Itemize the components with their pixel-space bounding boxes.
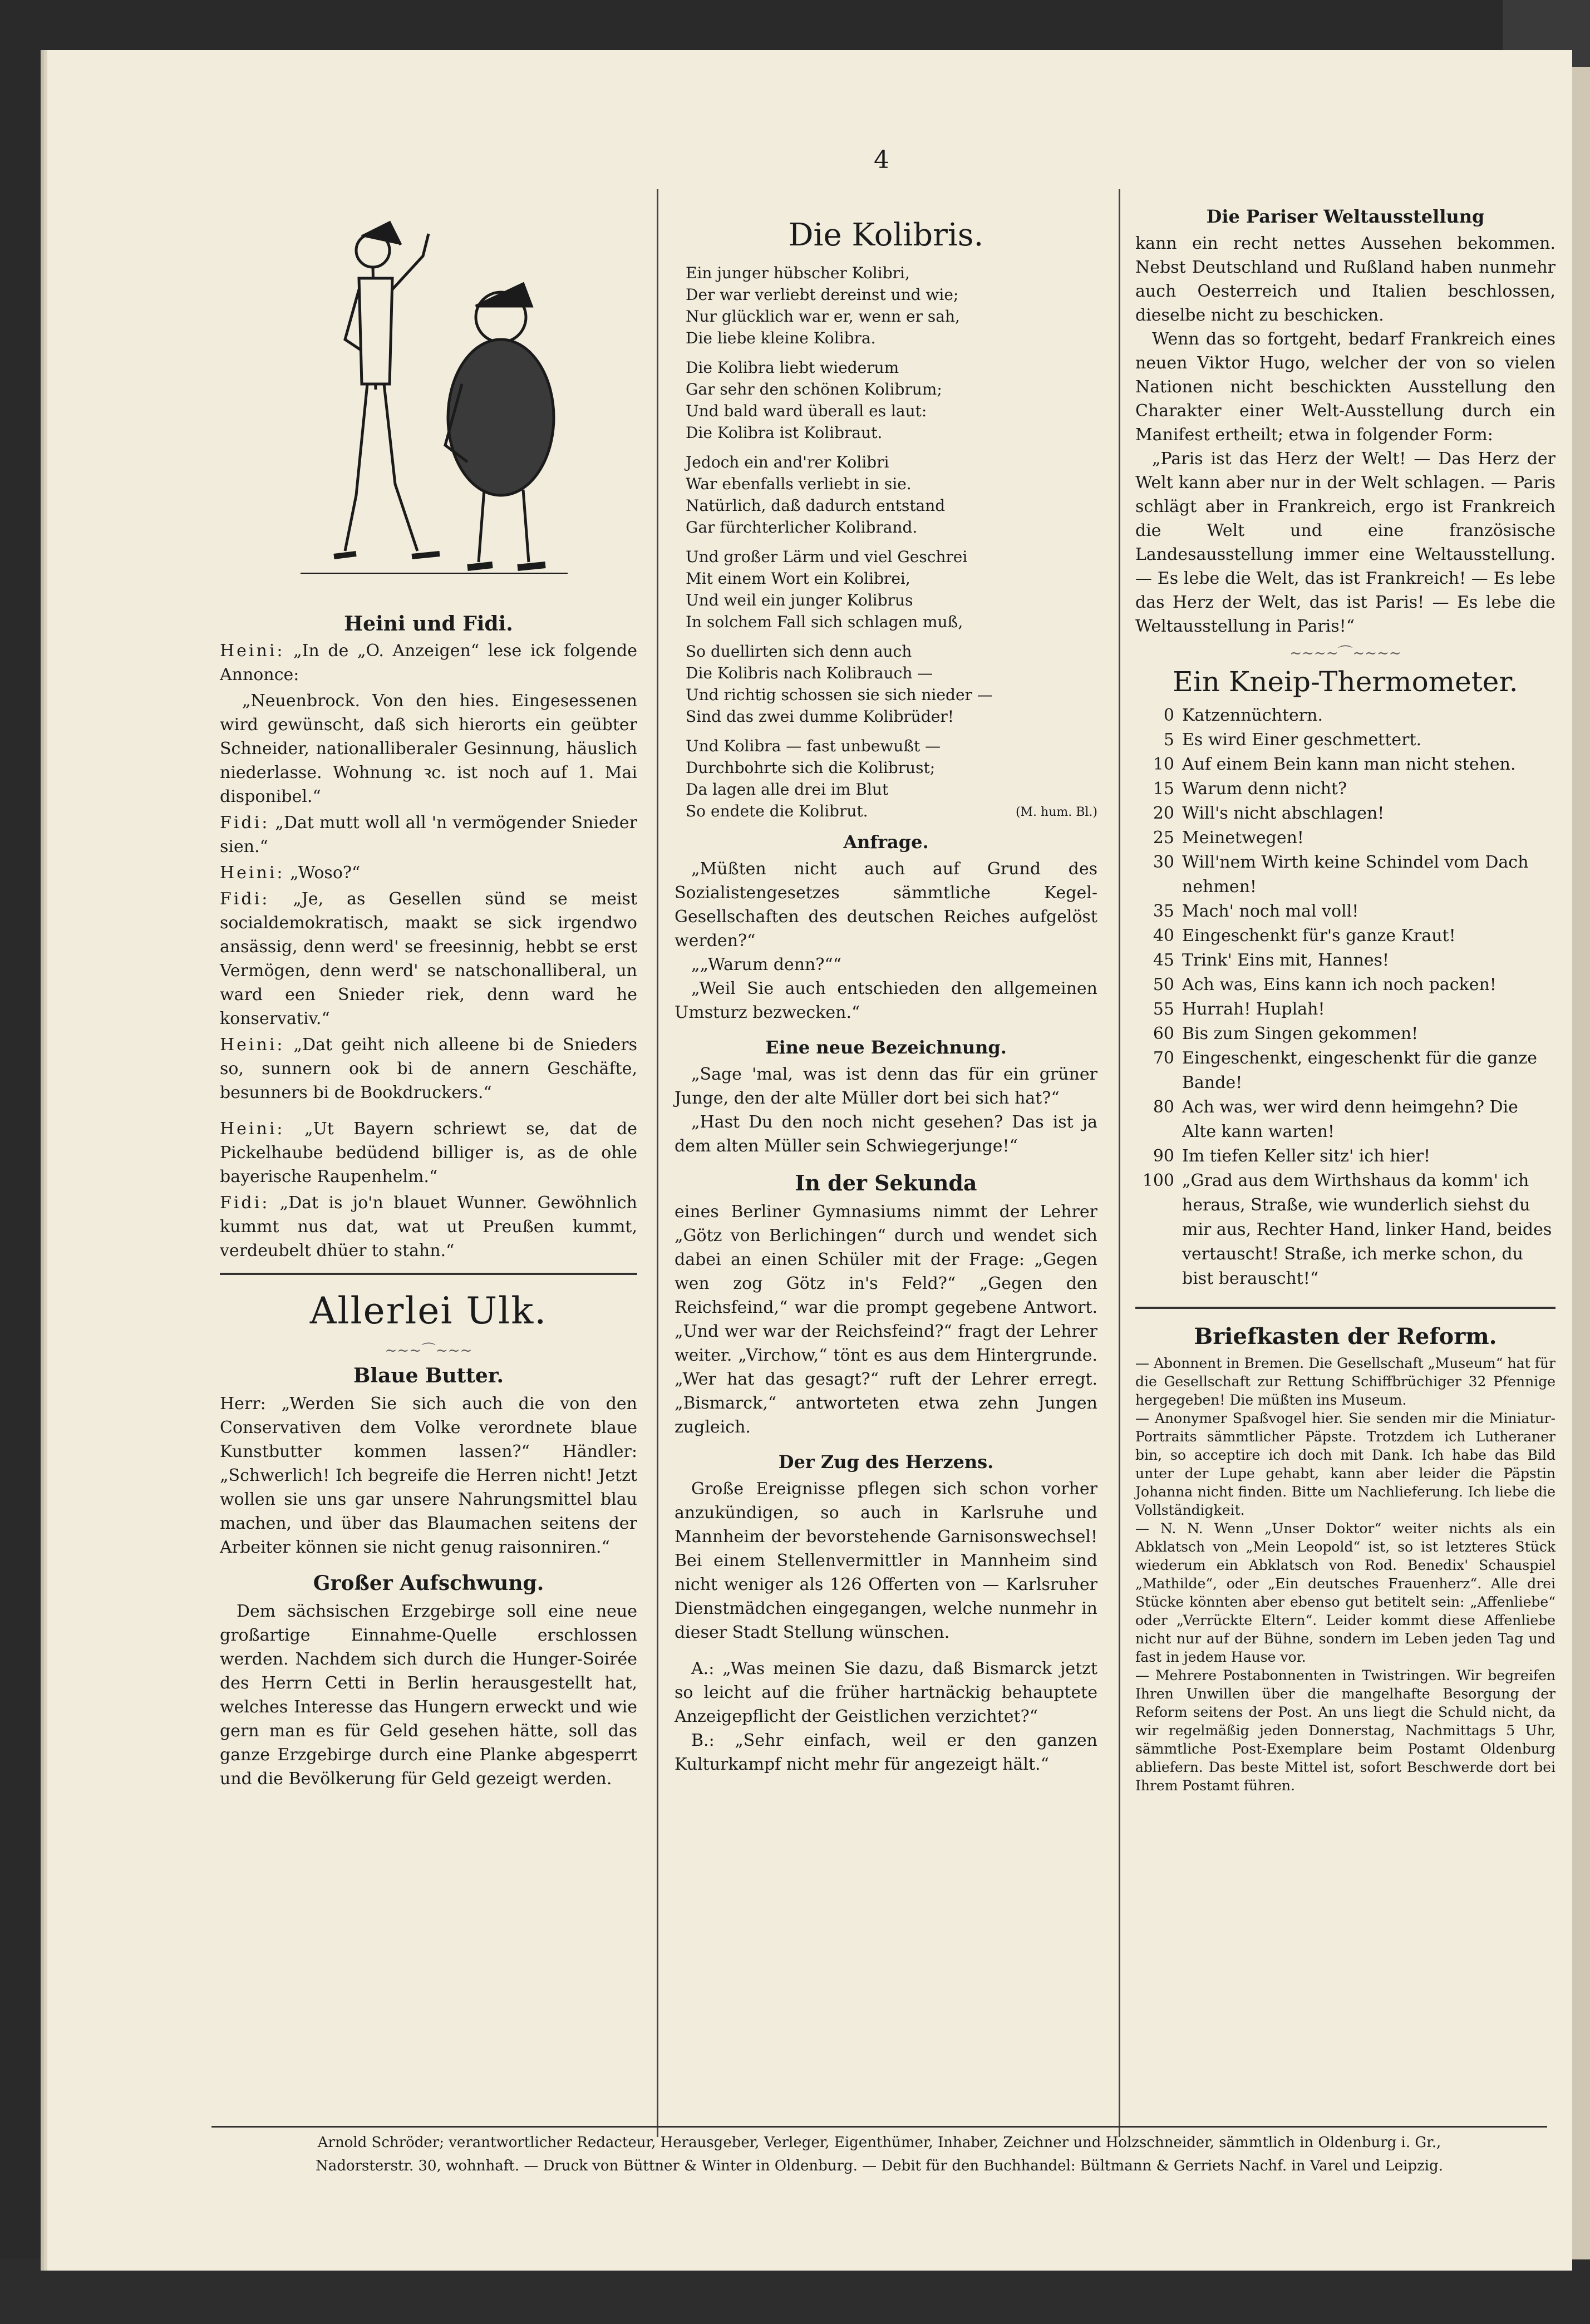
section-divider	[220, 1273, 637, 1275]
thermometer-degree: 15	[1153, 779, 1174, 799]
herzens-dialog-b: B.: „Sehr einfach, weil er den ganzen Kulturkampf nicht mehr für angezeigt hält.“	[675, 1731, 1097, 1774]
weltausstellung-text: Wenn das so fortgeht, bedarf Frankreich eines neuen Viktor Hugo, welcher der von so vielen Nationen nicht beschickten Ausstellung den Charakter einer Welt-Ausstellung durch ein Manifest ertheilt; etwa in folgender Form:	[1135, 329, 1555, 445]
speaker: Heini:	[220, 1119, 285, 1139]
poem-line: Und Kolibra — fast unbewußt —	[686, 737, 941, 755]
sekunda-title: In der Sekunda	[795, 1170, 977, 1195]
herzens-dialog-a: A.: „Was meinen Sie dazu, daß Bismarck jetzt so leicht auf die früher hartnäckig behauptete Anzeigepflicht der Geistlichen verzichtet?“	[675, 1659, 1097, 1726]
poem-line: Jedoch ein and'rer Kolibri	[686, 453, 889, 471]
heini-fidi-illustration	[278, 206, 579, 607]
dialog-line	[220, 639, 637, 687]
poem-line: Da lagen alle drei im Blut	[686, 780, 889, 799]
poem-line: Natürlich, daß dadurch entstand	[686, 496, 946, 515]
anfrage-para: „„Warum denn?““	[691, 955, 842, 974]
dialog-line	[220, 861, 637, 885]
poem-line: Und richtig schossen sie sich nieder —	[686, 686, 993, 704]
thermometer-text: Hurrah! Huplah!	[1182, 999, 1325, 1019]
thermometer-row	[1135, 728, 1555, 752]
thermometer-degree: 70	[1153, 1048, 1174, 1068]
poem-line: War ebenfalls verliebt in sie.	[686, 475, 912, 493]
dialog-text: „Ut Bayern schriewt se, dat de Pickelhaube bedüdend billiger is, as de ohle bayerische Raupenhelm.“	[220, 1119, 637, 1186]
thermometer-degree: 10	[1153, 755, 1174, 774]
thermometer-degree: 0	[1163, 706, 1174, 725]
dialog-text: „Dat geiht nich alleene bi de Snieders so, sunnern ook bi de annern Geschäfte, besunners bi de Bookdruckers.“	[220, 1035, 637, 1102]
poem-line: Der war verliebt dereinst und wie;	[686, 285, 959, 304]
weltausstellung-text: kann ein recht nettes Aussehen bekommen. Nebst Deutschland und Rußland haben nunmehr auch Oesterreich und Italien beschlossen, dieselbe nicht zu beschicken.	[1135, 234, 1555, 325]
thermometer-row	[1135, 973, 1555, 997]
thermometer-row	[1135, 1046, 1555, 1095]
dialog-text: „Dat is jo'n blauet Wunner. Gewöhnlich kummt nus dat, wat ut Preußen kummt, verdeubelt dhüer to stahn.“	[220, 1193, 637, 1261]
thermometer-table	[1135, 703, 1555, 1291]
thermometer-row	[1135, 924, 1555, 948]
thermometer-degree: 20	[1153, 804, 1174, 823]
dialog-line	[220, 1033, 637, 1105]
poem-line: Gar sehr den schönen Kolibrum;	[686, 380, 942, 398]
thermometer-degree: 90	[1153, 1146, 1174, 1166]
thermometer-text: Meinetwegen!	[1182, 828, 1304, 848]
allerlei-title: Allerlei Ulk.	[309, 1289, 548, 1332]
poem-line: So endete die Kolibrut.	[686, 802, 868, 820]
anfrage-para: „Weil Sie auch entschieden den allgemeinen Umsturz bezwecken.“	[675, 979, 1097, 1022]
kolibris-poem	[675, 262, 1097, 822]
dialog-line	[220, 689, 637, 809]
blaue-butter-text: Herr: „Werden Sie sich auch die von den Conservativen dem Volke verordnete blaue Kunstbutter kommen lassen?“ Händler: „Schwerlich! Ich begreife die Herren nicht! Jetzt wollen sie uns gar unsere Nahrungsmittel blau machen, und über das Blaumachen seitens der Arbeiter können sie nicht genug raisonniren.“	[220, 1394, 637, 1557]
speaker: Heini:	[220, 641, 285, 661]
speaker: Fidi:	[220, 1193, 270, 1213]
bezeichnung-title: Eine neue Bezeichnung.	[765, 1037, 1007, 1058]
thermometer-text: Ach was, wer wird denn heimgehn? Die Alte kann warten!	[1182, 1097, 1518, 1141]
anfrage-title: Anfrage.	[843, 831, 929, 853]
dialog-line	[220, 1117, 637, 1189]
poem-source: (M. hum. Bl.)	[1015, 805, 1097, 819]
dialog-text: „In de „O. Anzeigen“ lese ick folgende Annonce:	[220, 641, 637, 685]
dialog-text: „Je, as Gesellen sünd se meist socialdemokratisch, maakt se sick irgendwo ansässig, denn werd' se freesinnig, hebbt se erst Vermögen, denn werd' se natschonalliberal, un ward een Snieder riek, denn ward he konservativ.“	[220, 889, 637, 1028]
column-rule-left	[657, 189, 658, 2137]
bezeichnung-para: „Hast Du den noch nicht gesehen? Das ist ja dem alten Müller sein Schwiegerjunge!“	[675, 1112, 1097, 1156]
dialog-line	[220, 887, 637, 1031]
thermometer-row	[1135, 997, 1555, 1022]
heini-fidi-dialog	[220, 639, 637, 1263]
thermometer-text: Mach' noch mal voll!	[1182, 902, 1359, 921]
imprint-footer	[211, 2126, 1547, 2178]
herzens-title: Der Zug des Herzens.	[778, 1451, 994, 1473]
thermometer-text: Eingeschenkt für's ganze Kraut!	[1182, 926, 1456, 946]
briefkasten-entry: — Mehrere Postabonnenten in Twistringen. Wir begreifen Ihren Unwillen über die mangelhafte Besorgung der Reform seitens der Post. An uns liegt die Schuld nicht, da wir regelmäßig jeden Donnerstag, Nachmittags 5 Uhr, sämmtliche Post-Exemplare beim Postamt Oldenburg abliefern. Das beste Mittel ist, sofort Beschwerde dort bei Ihrem Postamt führen.	[1135, 1667, 1555, 1794]
poem-line: Sind das zwei dumme Kolibrüder!	[686, 707, 954, 726]
poem-stanza	[686, 262, 1097, 349]
thermometer-row	[1135, 1022, 1555, 1046]
weltausstellung-title: Die Pariser Weltausstellung	[1206, 206, 1485, 227]
thermometer-row	[1135, 1144, 1555, 1169]
poem-line: Ein junger hübscher Kolibri,	[686, 264, 910, 282]
speaker: Fidi:	[220, 813, 270, 833]
thermometer-row	[1135, 752, 1555, 777]
thermometer-title: Ein Kneip-Thermometer.	[1173, 666, 1518, 698]
poem-line: Und bald ward überall es laut:	[686, 402, 927, 420]
thermometer-degree: 25	[1153, 828, 1174, 848]
thermometer-text: Will'nem Wirth keine Schindel vom Dach nehmen!	[1182, 853, 1529, 897]
thermometer-row	[1135, 899, 1555, 924]
thermometer-text: Ach was, Eins kann ich noch packen!	[1182, 975, 1497, 994]
briefkasten-entry: — Abonnent in Bremen. Die Gesellschaft „Museum“ hat für die Gesellschaft zur Rettung Schiffbrüchiger 32 Pfennige hergegeben! Die müßten ins Museum.	[1135, 1355, 1555, 1408]
poem-stanza	[686, 357, 1097, 444]
poem-line: In solchem Fall sich schlagen muß,	[686, 613, 963, 631]
kolibris-title: Die Kolibris.	[788, 217, 984, 253]
thermometer-row	[1135, 777, 1555, 801]
speaker: Heini:	[220, 1035, 285, 1055]
poem-line: Die Kolibra ist Kolibraut.	[686, 424, 883, 442]
poem-line: Und weil ein junger Kolibrus	[686, 591, 913, 609]
poem-stanza	[686, 641, 1097, 727]
poem-line: Die liebe kleine Kolibra.	[686, 329, 876, 347]
thermometer-row	[1135, 948, 1555, 973]
thermometer-row	[1135, 801, 1555, 826]
column-rule-right	[1119, 189, 1120, 2137]
thermometer-row	[1135, 1169, 1555, 1291]
poem-line: Und großer Lärm und viel Geschrei	[686, 548, 968, 566]
poem-line: Die Kolibra liebt wiederum	[686, 358, 899, 377]
thermometer-text: Auf einem Bein kann man nicht stehen.	[1182, 755, 1516, 774]
herzens-text: Große Ereignisse pflegen sich schon vorher anzukündigen, so auch in Karlsruhe und Mannheim der bevorstehende Garnisonswechsel! Bei einem Stellenvermittler in Mannheim sind nicht weniger als 126 Offerten von — Karlsruher Dienstmädchen eingegangen, welche nunmehr in dieser Stadt Stellung wünschen.	[675, 1479, 1097, 1642]
thermometer-text: Katzennüchtern.	[1182, 706, 1323, 725]
thermometer-text: Will's nicht abschlagen!	[1182, 804, 1385, 823]
aufschwung-text: Dem sächsischen Erzgebirge soll eine neue großartige Einnahme-Quelle erschlossen werden. Nachdem sich durch die Hunger-Soirée des Herrn Cetti in Berlin herausgestellt hat, welches Interesse das Hungern erweckt und wie gern man es für Geld gesehen hätte, soll das ganze Erzgebirge durch eine Planke abgesperrt und die Bevölkerung für Geld gezeigt werden.	[220, 1602, 637, 1789]
aufschwung-title: Großer Aufschwung.	[313, 1572, 544, 1595]
poem-line: So duellirten sich denn auch	[686, 642, 912, 661]
briefkasten-box	[1135, 1307, 1555, 1795]
thermometer-text: Es wird Einer geschmettert.	[1182, 730, 1422, 750]
poem-line: Nur glücklich war er, wenn er sah,	[686, 307, 960, 326]
poem-line: Die Kolibris nach Kolibrauch —	[686, 664, 933, 682]
briefkasten-entry: — Anonymer Spaßvogel hier. Sie senden mir die Miniatur-Portraits sämmtlicher Päpste. Trotzdem ich Lutheraner bin, so acceptire ich doch mit Dank. Ich habe das Bild unter der Lupe gehabt, kann aber leider die Päpstin Johanna nicht finden. Bitte um Nachlieferung. Ich liebe die Vollständigkeit.	[1135, 1410, 1555, 1518]
column-3	[1135, 206, 1555, 1795]
flourish-divider: ~~~~⌒~~~~	[1289, 645, 1401, 662]
column-2	[675, 211, 1097, 1776]
thermometer-degree: 45	[1153, 951, 1174, 970]
page-number: 4	[874, 146, 889, 174]
weltausstellung-text: „Paris ist das Herz der Welt! — Das Herz der Welt kann aber nur in der Welt schlagen. — Paris schlägt aber in Frankreich, ergo ist Frankreich die Welt und eine französische Landesausstellung immer eine Weltausstellung. — Es lebe die Welt, das ist Frankreich! — Es lebe das Herz der Welt, das ist Paris! — Es lebe die Weltausstellung in Paris!“	[1135, 449, 1555, 636]
poem-line: Mit einem Wort ein Kolibrei,	[686, 569, 910, 588]
anfrage-para: „Müßten nicht auch auf Grund des Sozialistengesetzes sämmtliche Kegel-Gesellschaften des deutschen Reiches aufgelöst werden?“	[675, 859, 1097, 951]
thermometer-text: Trink' Eins mit, Hannes!	[1182, 951, 1390, 970]
thermometer-row	[1135, 826, 1555, 850]
thermometer-degree: 100	[1142, 1171, 1174, 1190]
briefkasten-title: Briefkasten der Reform.	[1194, 1323, 1497, 1350]
dialog-text: „Woso?“	[290, 863, 361, 883]
speaker: Fidi:	[220, 889, 270, 909]
blaue-butter-title: Blaue Butter.	[353, 1364, 504, 1387]
imprint-line-2: Nadorsterstr. 30, wohnhaft. — Druck von Büttner & Winter in Oldenburg. — Debit für den Buchhandel: Bültmann & Gerriets Nachf. in Varel und Leipzig.	[316, 2158, 1443, 2174]
thermometer-degree: 50	[1153, 975, 1174, 994]
thermometer-degree: 5	[1163, 730, 1174, 750]
thermometer-degree: 35	[1153, 902, 1174, 921]
poem-line: Durchbohrte sich die Kolibrust;	[686, 759, 936, 777]
imprint-line-1: Arnold Schröder; verantwortlicher Redacteur, Herausgeber, Verleger, Eigenthümer, Inhaber, Zeichner und Holzschneider, sämmtlich in Oldenburg i. Gr.,	[317, 2134, 1441, 2151]
thermometer-degree: 80	[1153, 1097, 1174, 1117]
thermometer-row	[1135, 1095, 1555, 1144]
briefkasten-entry: — N. N. Wenn „Unser Doktor“ weiter nichts als ein Abklatsch von „Mein Leopold“ ist, so ist letzteres Stück wiederum ein Abklatsch von Rod. Benedix' Schauspiel „Mathilde“, oder „Ein deutsches Frauenherz“. Alle drei Stücke könnten aber ebenso gut betitelt sein: „Affenliebe“ oder „Verrückte Eltern“. Leider kommt diese Affenliebe nicht nur auf der Bühne, sondern im Leben jeden Tag und fast in jedem Hause vor.	[1135, 1520, 1555, 1665]
thermometer-row	[1135, 850, 1555, 899]
thermometer-degree: 40	[1153, 926, 1174, 946]
thermometer-degree: 55	[1153, 999, 1174, 1019]
sekunda-text: eines Berliner Gymnasiums nimmt der Lehrer „Götz von Berlichingen“ durch und wendet sich dabei an einen Schüler mit der Frage: „Gegen wen zog Götz in's Feld?“ „Gegen den Reichsfeind,“ war die prompt gegebene Antwort. „Und wer war der Reichsfeind?“ fragt der Lehrer weiter. „Virchow,“ tönt es aus dem Hintergrunde. „Wer hat das gesagt?“ ruft der Lehrer erregt. „Bismarck,“ antworteten etwa zehn Jungen zugleich.	[675, 1202, 1097, 1437]
thermometer-text: Eingeschenkt, eingeschenkt für die ganze Bande!	[1182, 1048, 1538, 1092]
column-1	[220, 206, 637, 1791]
thermometer-degree: 30	[1153, 853, 1174, 872]
poem-stanza	[686, 546, 1097, 633]
thermometer-row	[1135, 703, 1555, 728]
thermometer-degree: 60	[1153, 1024, 1174, 1043]
speaker: Heini:	[220, 863, 285, 883]
poem-stanza	[686, 451, 1097, 538]
thermometer-text: Warum denn nicht?	[1182, 779, 1347, 799]
dialog-text: „Neuenbrock. Von den hies. Eingesessenen wird gewünscht, daß sich hierorts ein geübter Schneider, nationalliberaler Gesinnung, häuslich niederlasse. Wohnung ꝛc. ist noch auf 1. Mai disponibel.“	[220, 691, 637, 806]
dialog-line	[220, 811, 637, 859]
heini-fidi-title: Heini und Fidi.	[344, 612, 513, 636]
flourish-divider: ~~~⌒~~~	[385, 1342, 472, 1359]
dialog-text: „Dat mutt woll all 'n vermögender Snieder sien.“	[220, 813, 637, 856]
thermometer-text: Im tiefen Keller sitz' ich hier!	[1182, 1146, 1431, 1166]
thermometer-text: Bis zum Singen gekommen!	[1182, 1024, 1419, 1043]
poem-line: Gar fürchterlicher Kolibrand.	[686, 518, 918, 536]
thermometer-text: „Grad aus dem Wirthshaus da komm' ich heraus, Straße, wie wunderlich siehst du mir aus, Rechter Hand, linker Hand, beides vertauscht! Straße, ich merke schon, du bist berauscht!“	[1182, 1171, 1552, 1288]
bezeichnung-para: „Sage 'mal, was ist denn das für ein grüner Junge, den der alte Müller dort bei sich hat?“	[675, 1065, 1097, 1108]
dialog-line	[220, 1191, 637, 1263]
